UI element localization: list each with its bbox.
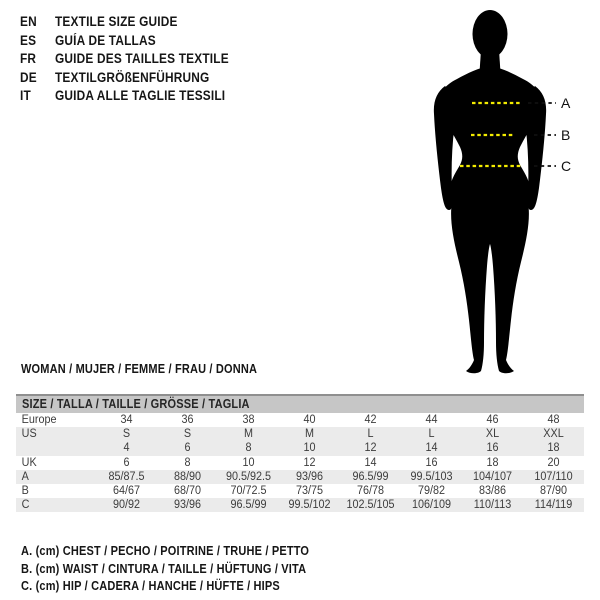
legend-line xyxy=(21,543,348,561)
size-value: 8 xyxy=(245,442,252,455)
size-value: 64/67 xyxy=(112,485,141,498)
language-title: GUIDE DES TAILLES TEXTILE xyxy=(55,51,229,66)
size-value: 114/119 xyxy=(534,499,573,512)
size-value: 99.5/102 xyxy=(288,499,331,512)
size-value: S xyxy=(122,428,131,441)
legend-line-text: C. (cm) HIP / CADERA / HANCHE / HÜFTE / HIPS xyxy=(21,579,280,593)
language-row xyxy=(20,50,253,69)
size-value: 18 xyxy=(547,442,560,455)
size-value: XL xyxy=(485,428,500,441)
size-value: 106/109 xyxy=(411,499,452,512)
woman-silhouette-figure xyxy=(406,4,574,376)
row-label: A xyxy=(21,470,29,483)
legend-line xyxy=(21,578,348,596)
row-label: US xyxy=(21,428,37,441)
size-value: 40 xyxy=(303,414,316,427)
size-value: 70/72.5 xyxy=(230,485,267,498)
language-code: DE xyxy=(20,69,37,85)
table-row xyxy=(16,484,584,498)
size-value: 96.5/99 xyxy=(230,499,267,512)
size-table xyxy=(16,394,584,512)
size-value: 46 xyxy=(486,414,499,427)
measurement-legend xyxy=(21,543,348,596)
size-value: 87/90 xyxy=(539,485,568,498)
row-label: Europe xyxy=(21,414,57,427)
language-row xyxy=(20,32,253,51)
size-value: M xyxy=(304,428,315,441)
language-code: FR xyxy=(20,51,37,66)
table-row xyxy=(16,456,584,470)
size-value: 104/107 xyxy=(472,470,513,483)
size-value: 12 xyxy=(303,456,316,469)
size-value: 76/78 xyxy=(356,485,385,498)
size-value: 10 xyxy=(303,442,316,455)
size-value: 36 xyxy=(181,414,194,427)
language-row xyxy=(20,13,253,32)
size-value: 34 xyxy=(120,414,133,427)
table-row xyxy=(16,427,584,441)
size-value: L xyxy=(428,428,435,441)
size-value: 90/92 xyxy=(112,499,141,512)
table-row xyxy=(16,498,584,512)
table-row xyxy=(16,441,584,455)
legend-line-text: B. (cm) WAIST / CINTURA / TAILLE / HÜFTUNG / VITA xyxy=(21,561,307,576)
size-value: 79/82 xyxy=(417,485,446,498)
size-table-header-text: SIZE / TALLA / TAILLE / GRÖSSE / TAGLIA xyxy=(22,397,250,411)
size-value: 14 xyxy=(364,456,377,469)
language-title: TEXTILE SIZE GUIDE xyxy=(55,14,178,29)
size-table-header xyxy=(16,394,584,413)
size-value: 16 xyxy=(425,456,438,469)
row-label: UK xyxy=(21,456,37,469)
size-value: 96.5/99 xyxy=(352,470,389,483)
size-value: 38 xyxy=(242,414,255,427)
language-code: IT xyxy=(20,88,31,103)
size-value: 93/96 xyxy=(173,499,202,512)
size-value: 14 xyxy=(425,442,438,455)
section-title: WOMAN / MUJER / FEMME / FRAU / DONNA xyxy=(21,362,258,376)
size-value: 83/86 xyxy=(478,485,507,498)
size-value: M xyxy=(243,428,254,441)
size-value: L xyxy=(367,428,374,441)
size-value: 12 xyxy=(364,442,377,455)
size-value: 110/113 xyxy=(473,499,512,512)
size-value: 102.5/105 xyxy=(346,499,395,512)
legend-line-text: A. (cm) CHEST / PECHO / POITRINE / TRUHE / PETTO xyxy=(21,544,310,558)
language-list xyxy=(20,13,253,106)
size-value: 42 xyxy=(364,414,377,427)
size-value: 48 xyxy=(547,414,560,427)
size-value: 73/75 xyxy=(295,485,324,498)
language-row xyxy=(20,69,253,88)
row-label: B xyxy=(21,485,29,498)
language-code: EN xyxy=(20,14,37,29)
measure-label-c: C xyxy=(561,158,572,174)
size-value: 90.5/92.5 xyxy=(225,470,272,483)
language-title: GUIDA ALLE TAGLIE TESSILI xyxy=(55,88,226,103)
silhouette-legs xyxy=(451,202,529,373)
measure-label-a: A xyxy=(561,95,571,111)
size-value: 99.5/103 xyxy=(410,470,453,483)
size-value: 107/110 xyxy=(534,470,573,483)
size-value: XXL xyxy=(543,428,564,441)
woman-silhouette xyxy=(434,10,546,373)
size-value: 20 xyxy=(547,456,560,469)
legend-line xyxy=(21,561,348,579)
size-table-body xyxy=(16,413,584,512)
language-title: GUÍA DE TALLAS xyxy=(55,32,156,48)
size-value: 8 xyxy=(184,456,191,469)
size-value: 4 xyxy=(123,442,130,455)
size-value: S xyxy=(183,428,192,441)
row-label: C xyxy=(21,499,30,512)
size-value: 44 xyxy=(425,414,438,427)
size-value: 10 xyxy=(242,456,255,469)
size-value: 6 xyxy=(123,456,130,469)
size-value: 16 xyxy=(486,442,499,455)
table-row xyxy=(16,470,584,484)
size-value: 6 xyxy=(184,442,191,455)
size-value: 18 xyxy=(486,456,499,469)
size-value: 88/90 xyxy=(173,470,202,483)
language-code: ES xyxy=(20,32,37,48)
size-value: 85/87.5 xyxy=(108,470,145,483)
measure-label-b: B xyxy=(561,127,571,143)
language-title: TEXTILGRÖßENFÜHRUNG xyxy=(55,69,210,85)
size-value: 93/96 xyxy=(295,470,324,483)
language-row xyxy=(20,87,253,106)
table-row xyxy=(16,413,584,427)
size-value: 68/70 xyxy=(173,485,202,498)
